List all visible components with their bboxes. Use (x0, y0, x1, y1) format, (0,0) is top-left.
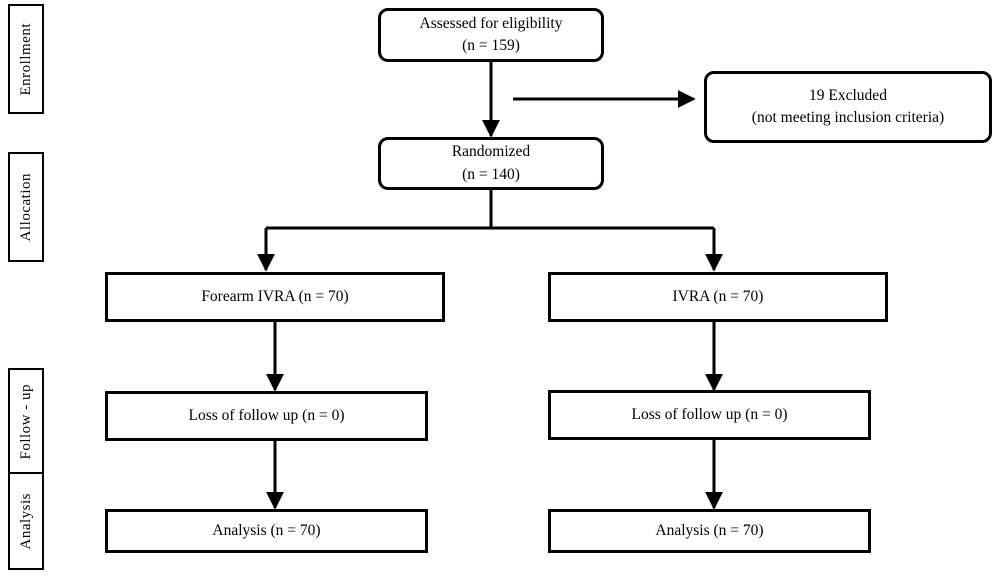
stage-label-analysis (8, 472, 44, 570)
node-randomized (378, 137, 604, 190)
node-excluded (704, 71, 992, 143)
node-analysis-right-label: Analysis (n = 70) (655, 521, 764, 539)
node-followup-left-label: Loss of follow up (n = 0) (188, 406, 345, 424)
node-excluded-line2: (not meeting inclusion criteria) (751, 109, 945, 126)
stage-label-analysis-text: Analysis (17, 492, 34, 550)
node-followup-left (105, 391, 428, 441)
node-allocation-ivra (548, 272, 888, 322)
node-analysis-left-label: Analysis (n = 70) (212, 521, 321, 539)
node-assessed-line2: (n = 159) (462, 37, 520, 54)
node-allocation-forearm-ivra (105, 272, 445, 322)
node-analysis-right (548, 509, 871, 553)
node-assessed-line1: Assessed for eligibility (419, 14, 563, 32)
node-allocation-ivra-label: IVRA (n = 70) (672, 287, 764, 305)
node-assessed-for-eligibility (378, 8, 604, 62)
node-randomized-line2: (n = 140) (462, 165, 520, 183)
node-analysis-left (105, 509, 428, 553)
node-followup-right (548, 390, 871, 440)
node-followup-right-label: Loss of follow up (n = 0) (631, 405, 788, 423)
stage-label-followup (8, 368, 44, 476)
node-allocation-forearm-ivra-label: Forearm IVRA (n = 70) (201, 287, 349, 305)
stage-label-enrollment-text: Enrollment (17, 22, 34, 96)
node-randomized-line1: Randomized (451, 143, 531, 161)
stage-label-enrollment (8, 4, 44, 114)
node-excluded-line1: 19 Excluded (809, 86, 887, 104)
stage-label-allocation (8, 152, 44, 262)
stage-label-followup-text: Follow - up (17, 384, 34, 460)
stage-label-allocation-text: Allocation (17, 172, 34, 242)
